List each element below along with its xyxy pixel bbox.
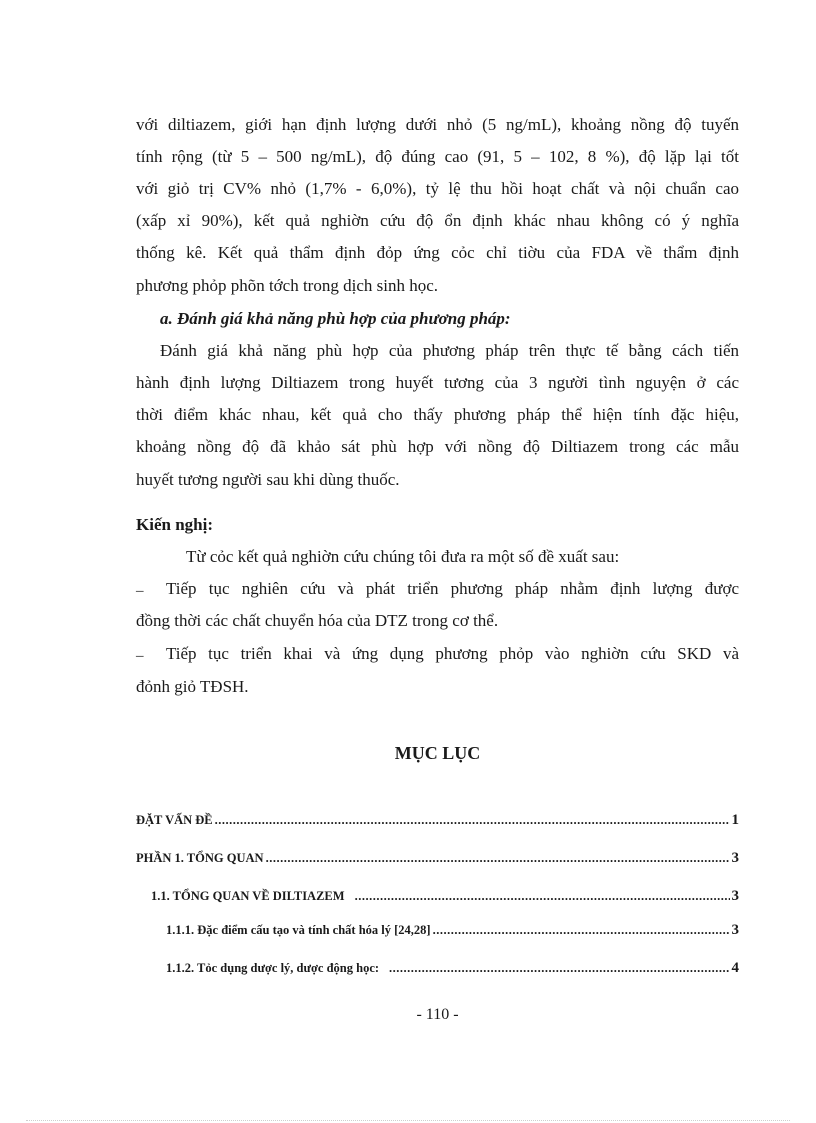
bullet-line: Tiếp tục triển khai và ứng dụng phương phỏp vào nghiờn cứu SKD và	[166, 644, 739, 663]
bullet-marker: –	[136, 648, 144, 664]
page-bottom-border	[26, 1120, 790, 1121]
body-line: hành định lượng Diltiazem trong huyết tương của 3 người tình nguyện ở các	[136, 373, 739, 392]
body-line: tính rộng (từ 5 – 500 ng/mL), độ đúng cao (91, 5 – 102, 8 %), độ lặp lại tốt	[136, 147, 739, 166]
recommendation-intro: Từ cỏc kết quả nghiờn cứu chúng tôi đưa ra một số đề xuất sau:	[186, 547, 620, 566]
body-line: thống kê. Kết quả thẩm định đỏp ứng cỏc chỉ tiờu của FDA về thẩm định	[136, 243, 739, 262]
page-number: - 110 -	[416, 1006, 459, 1023]
recommendation-heading: Kiến nghị:	[136, 515, 213, 534]
toc-leader-dots	[355, 889, 730, 904]
toc-leader-dots	[266, 851, 730, 866]
toc-entry-page: 3	[731, 850, 739, 866]
toc-entry-page: 3	[731, 922, 739, 938]
body-line: thời điểm khác nhau, kết quả cho thấy phương pháp thể hiện tính đặc hiệu,	[136, 405, 739, 424]
toc-entry[interactable]	[136, 812, 739, 829]
toc-leader-dots	[433, 923, 730, 938]
toc-entry[interactable]	[136, 850, 739, 867]
section-heading: a. Đánh giá khả năng phù hợp của phương pháp:	[160, 309, 511, 328]
body-line: với diltiazem, giới hạn định lượng dưới nhỏ (5 ng/mL), khoảng nồng độ tuyến	[136, 115, 739, 134]
bullet-marker: –	[136, 583, 144, 599]
toc-entry-label: PHẦN 1. TỔNG QUAN	[136, 851, 264, 865]
toc-entry-label: ĐẶT VẤN ĐỀ	[136, 813, 213, 827]
body-line: (xấp xỉ 90%), kết quả nghiờn cứu độ ổn định khác nhau không có ý nghĩa	[136, 211, 739, 230]
toc-entry[interactable]	[166, 922, 739, 939]
toc-entry[interactable]	[151, 888, 739, 905]
toc-leader-dots	[215, 813, 730, 828]
body-line: Đánh giá khả năng phù hợp của phương pháp trên thực tế bằng cách tiến	[160, 341, 739, 360]
toc-entry-page: 4	[731, 960, 739, 976]
toc-entry[interactable]	[166, 960, 739, 977]
toc-title: MỤC LỤC	[394, 743, 481, 763]
body-line: phương phỏp phõn tớch trong dịch sinh học.	[136, 276, 438, 295]
toc-entry-label: 1.1.2. Tỏc dụng dược lý, dược động học:	[166, 961, 380, 975]
body-line: khoảng nồng độ đã khảo sát phù hợp với nồng độ Diltiazem trong các mẫu	[136, 437, 739, 456]
toc-entry-label: 1.1. TỔNG QUAN VỀ DILTIAZEM	[151, 889, 345, 903]
bullet-line: đồng thời các chất chuyển hóa của DTZ trong cơ thể.	[136, 611, 499, 630]
toc-entry-page: 3	[731, 888, 739, 904]
body-line: huyết tương người sau khi dùng thuốc.	[136, 470, 400, 489]
toc-entry-page: 1	[731, 812, 739, 828]
body-line: với giỏ trị CV% nhỏ (1,7% - 6,0%), tỷ lệ thu hồi hoạt chất và nội chuẩn cao	[136, 179, 739, 198]
bullet-line: Tiếp tục nghiên cứu và phát triển phương pháp nhằm định lượng được	[166, 579, 739, 598]
toc-entry-label: 1.1.1. Đặc điểm cấu tạo và tính chất hóa lý [24,28]	[166, 923, 431, 937]
bullet-line: đỏnh giỏ TĐSH.	[136, 677, 249, 696]
toc-leader-dots	[389, 961, 729, 976]
